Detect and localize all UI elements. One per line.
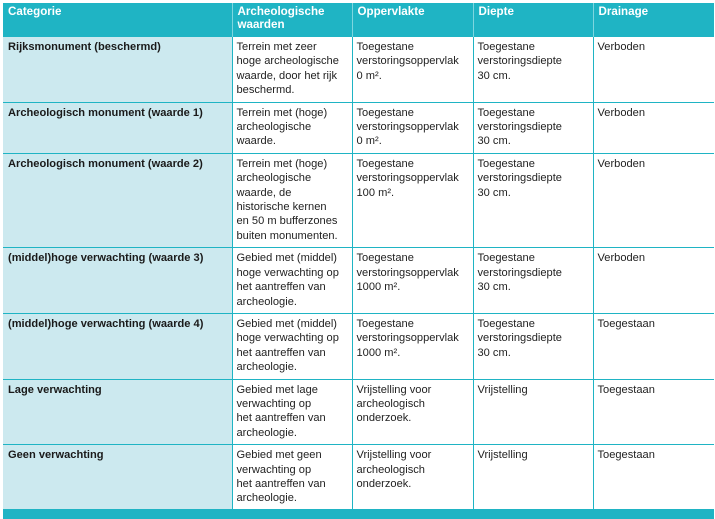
diepte-cell: Toegestane verstoringsdiepte 30 cm. (473, 313, 593, 379)
category-cell: (middel)hoge verwachting (waarde 4) (3, 313, 232, 379)
category-cell: (middel)hoge verwachting (waarde 3) (3, 248, 232, 314)
column-header-drainage: Drainage (593, 3, 714, 37)
diepte-cell: Toegestane verstoringsdiepte 30 cm. (473, 248, 593, 314)
diepte-cell: Vrijstelling (473, 379, 593, 445)
diepte-cell: Toegestane verstoringsdiepte 30 cm. (473, 37, 593, 103)
column-header-categorie: Categorie (3, 3, 232, 37)
table-row (3, 445, 714, 511)
waarden-cell: Gebied met lage verwachting op het aantreffen van archeologie. (232, 379, 352, 445)
table-row (3, 102, 714, 153)
diepte-cell: Toegestane verstoringsdiepte 30 cm. (473, 153, 593, 247)
drainage-cell: Toegestaan (593, 379, 714, 445)
category-cell: Lage verwachting (3, 379, 232, 445)
oppervlakte-cell: Toegestane verstoringsoppervlak 0 m². (352, 102, 473, 153)
waarden-cell: Gebied met (middel) hoge verwachting op het aantreffen van archeologie. (232, 313, 352, 379)
oppervlakte-cell: Toegestane verstoringsoppervlak 0 m². (352, 37, 473, 103)
column-header-oppervlakte: Oppervlakte (352, 3, 473, 37)
oppervlakte-cell: Toegestane verstoringsoppervlak 1000 m². (352, 313, 473, 379)
category-cell: Rijksmonument (beschermd) (3, 37, 232, 103)
waarden-cell: Gebied met geen verwachting op het aantreffen van archeologie. (232, 445, 352, 511)
diepte-cell: Toegestane verstoringsdiepte 30 cm. (473, 102, 593, 153)
category-cell: Archeologisch monument (waarde 1) (3, 102, 232, 153)
drainage-cell: Verboden (593, 248, 714, 314)
category-cell: Geen verwachting (3, 445, 232, 511)
diepte-cell: Vrijstelling (473, 445, 593, 511)
column-header-diepte: Diepte (473, 3, 593, 37)
waarden-cell: Terrein met (hoge) archeologische waarde. (232, 102, 352, 153)
table-row (3, 37, 714, 103)
column-header-archeologische-waarden: Archeologische waarden (232, 3, 352, 37)
drainage-cell: Verboden (593, 37, 714, 103)
oppervlakte-cell: Vrijstelling voor archeologisch onderzoek. (352, 379, 473, 445)
table-row (3, 313, 714, 379)
drainage-cell: Toegestaan (593, 445, 714, 511)
table-row (3, 153, 714, 247)
table-row (3, 248, 714, 314)
oppervlakte-cell: Toegestane verstoringsoppervlak 100 m². (352, 153, 473, 247)
drainage-cell: Toegestaan (593, 313, 714, 379)
waarden-cell: Gebied met (middel) hoge verwachting op het aantreffen van archeologie. (232, 248, 352, 314)
waarden-cell: Terrein met zeer hoge archeologische waarde, door het rijk beschermd. (232, 37, 352, 103)
oppervlakte-cell: Vrijstelling voor archeologisch onderzoek. (352, 445, 473, 511)
drainage-cell: Verboden (593, 153, 714, 247)
drainage-cell: Verboden (593, 102, 714, 153)
waarden-cell: Terrein met (hoge) archeologische waarde, de historische kernen en 50 m bufferzones buiten monumenten. (232, 153, 352, 247)
oppervlakte-cell: Toegestane verstoringsoppervlak 1000 m². (352, 248, 473, 314)
bottom-accent-bar (3, 509, 714, 519)
table-row (3, 379, 714, 445)
category-cell: Archeologisch monument (waarde 2) (3, 153, 232, 247)
header-row (3, 3, 714, 37)
archaeology-policy-table (3, 3, 714, 511)
